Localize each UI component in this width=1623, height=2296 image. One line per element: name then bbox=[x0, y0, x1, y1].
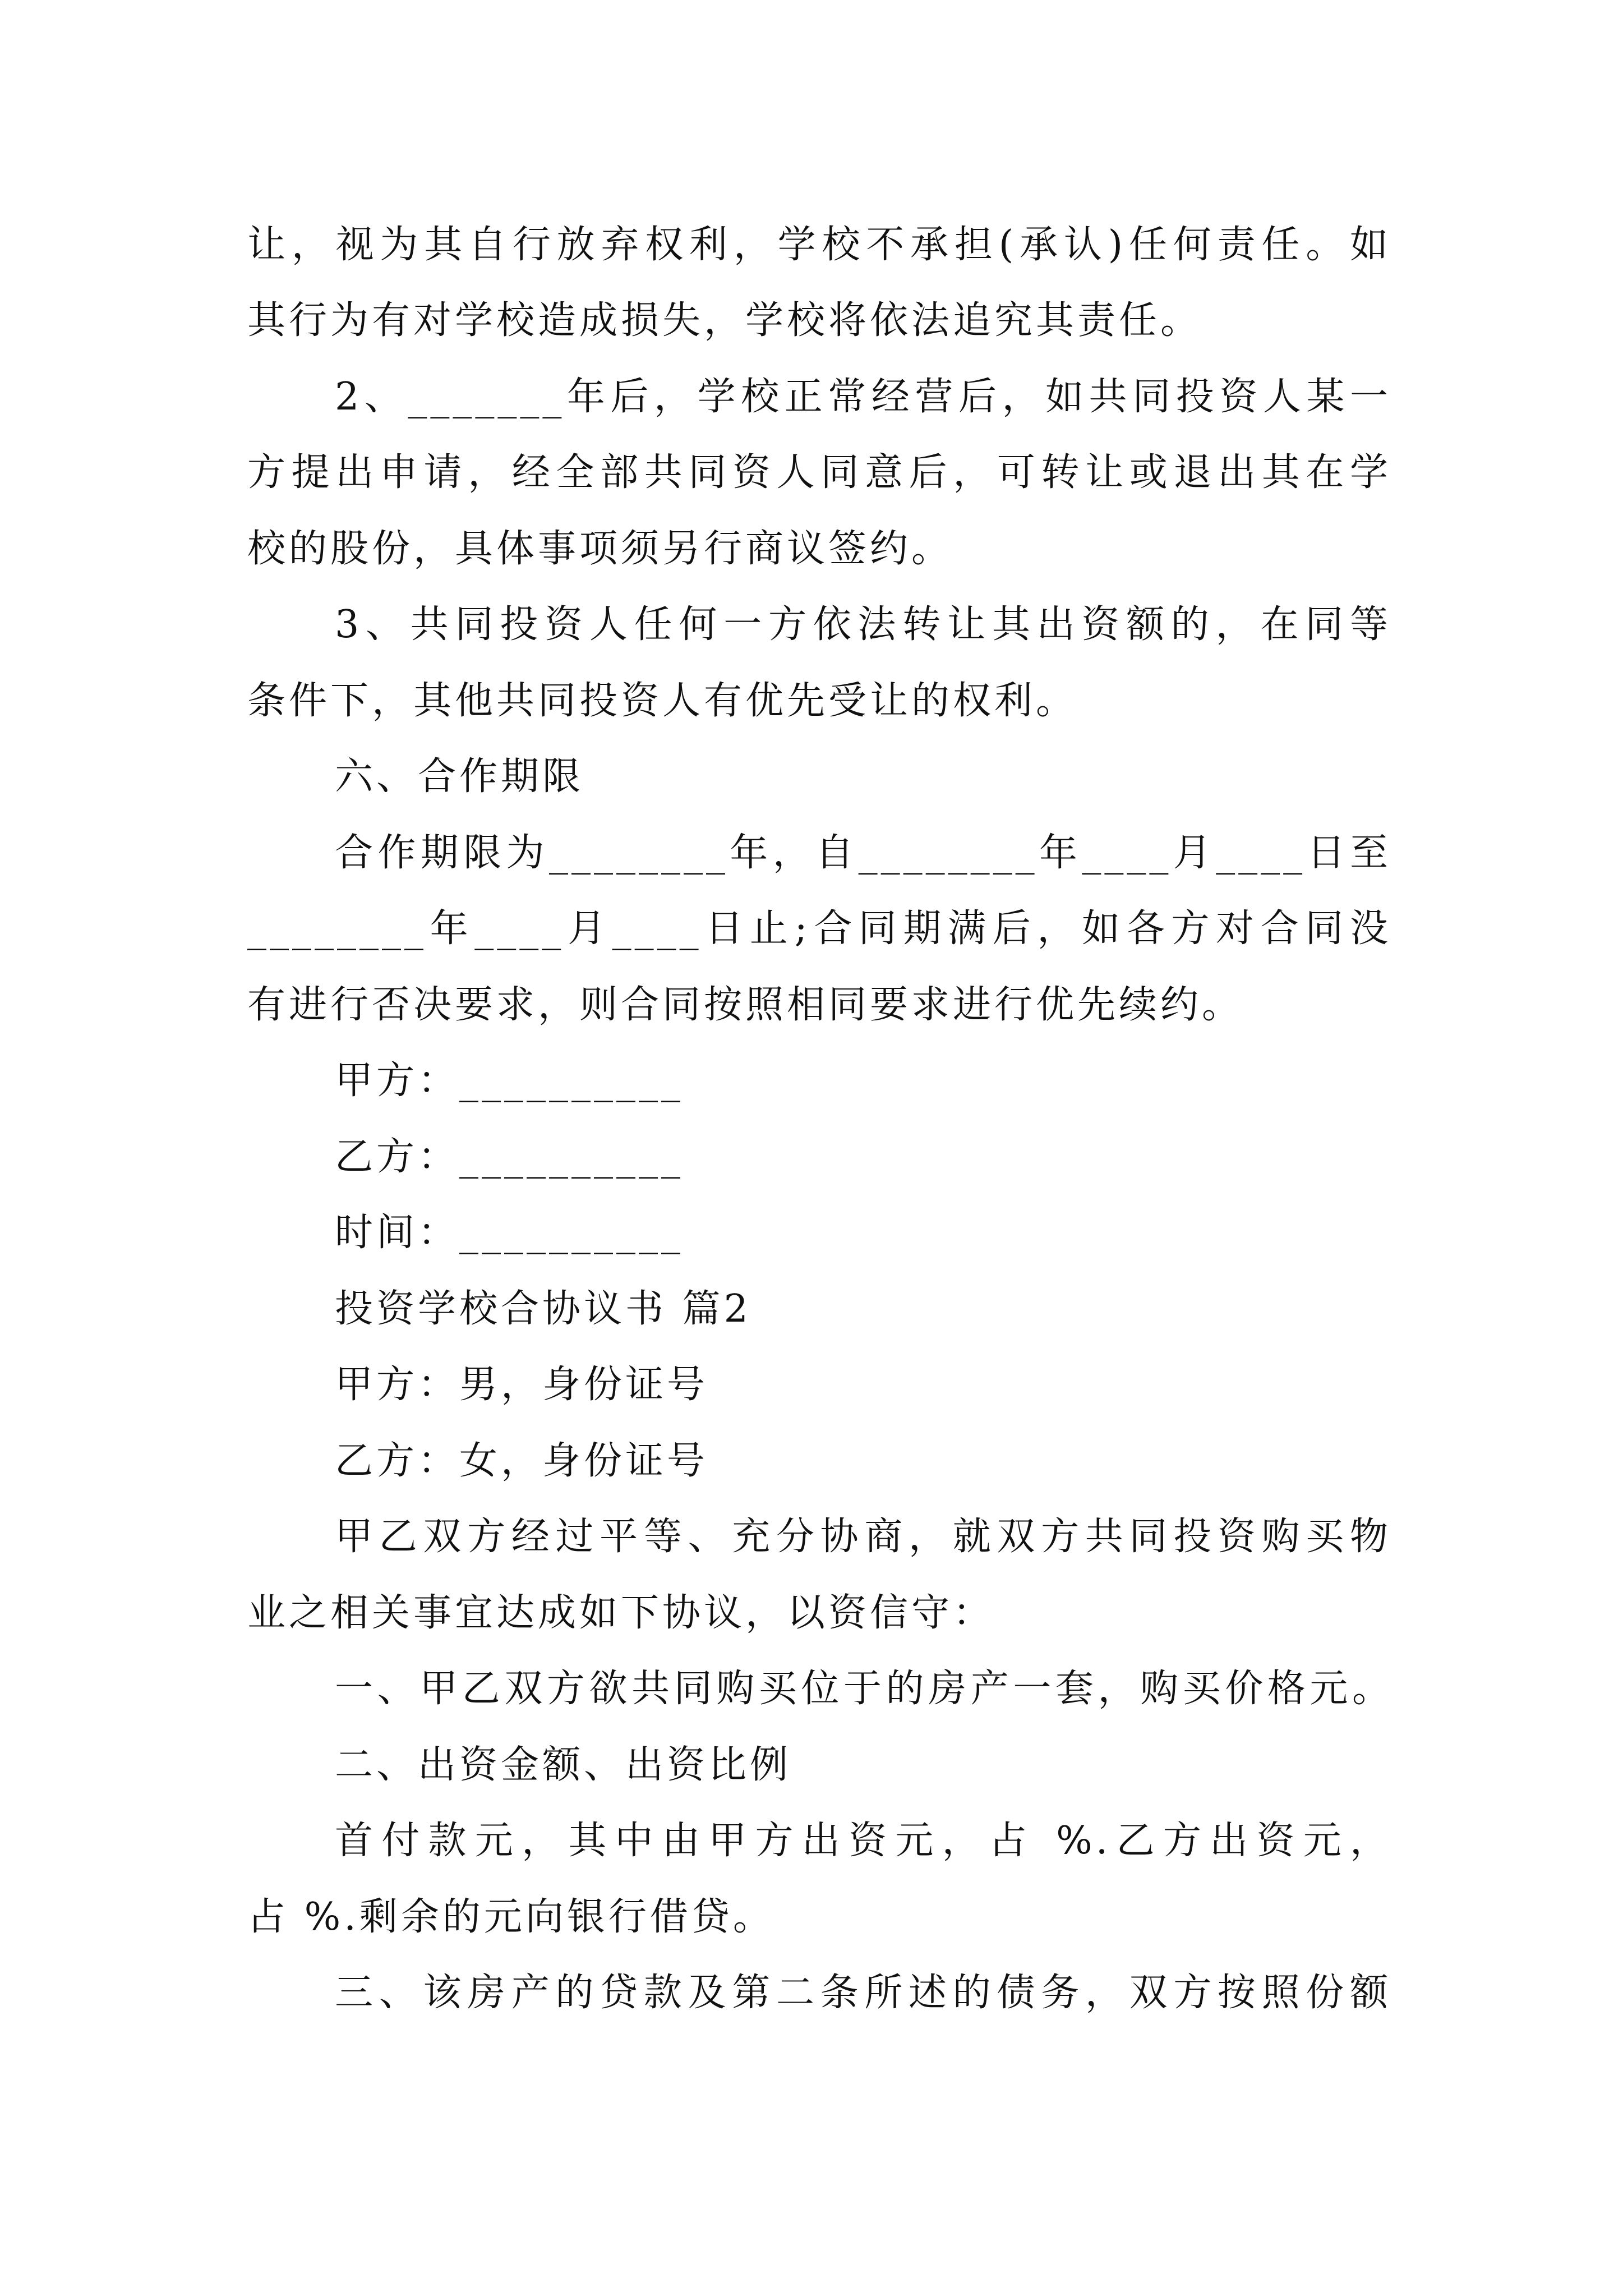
party-a-info: 甲方：男，身份证号 bbox=[335, 1363, 709, 1407]
party-b-info: 乙方：女，身份证号 bbox=[335, 1439, 709, 1483]
paragraph-line: 让，视为其自行放弃权利，学校不承担(承认)任何责任。如 bbox=[247, 223, 1391, 267]
paragraph-line: 业之相关事宜达成如下协议，以资信守： bbox=[247, 1591, 995, 1635]
paragraph-line: 合作期限为________年，自________年____月____日至 bbox=[335, 831, 1391, 875]
signature-date: 时间：__________ bbox=[335, 1211, 684, 1255]
paragraph-line: 3、共同投资人任何一方依法转让其出资额的，在同等 bbox=[335, 602, 1391, 647]
paragraph-line: 首付款元，其中由甲方出资元，占 %.乙方出资元， bbox=[335, 1819, 1391, 1863]
signature-party-b: 乙方：__________ bbox=[335, 1135, 684, 1179]
paragraph-line: 占 %.剩余的元向银行借贷。 bbox=[247, 1895, 774, 1939]
paragraph-line: 三、该房产的贷款及第二条所述的债务，双方按照份额 bbox=[335, 1971, 1391, 2015]
paragraph-line: ________年____月____日止;合同期满后，如各方对合同没 bbox=[247, 907, 1391, 951]
paragraph-line: 有进行否决要求，则合同按照相同要求进行优先续约。 bbox=[247, 983, 1244, 1027]
paragraph-line: 校的股份，具体事项须另行商议签约。 bbox=[247, 527, 953, 571]
section-heading: 六、合作期限 bbox=[335, 754, 584, 799]
paragraph-line: 一、甲乙双方欲共同购买位于的房产一套，购买价格元。 bbox=[335, 1667, 1391, 1711]
signature-party-a: 甲方：__________ bbox=[335, 1059, 684, 1103]
paragraph-line: 方提出申请，经全部共同资人同意后，可转让或退出其在学 bbox=[247, 450, 1391, 495]
paragraph-line: 条件下，其他共同投资人有优先受让的权利。 bbox=[247, 679, 1078, 723]
paragraph-line: 2、_______年后，学校正常经营后，如共同投资人某一 bbox=[335, 375, 1391, 419]
paragraph-line: 甲乙双方经过平等、充分协商，就双方共同投资购买物 bbox=[335, 1515, 1391, 1559]
section-title: 投资学校合协议书 篇2 bbox=[335, 1287, 751, 1331]
paragraph-line: 其行为有对学校造成损失，学校将依法追究其责任。 bbox=[247, 298, 1202, 343]
section-heading: 二、出资金额、出资比例 bbox=[335, 1743, 792, 1787]
